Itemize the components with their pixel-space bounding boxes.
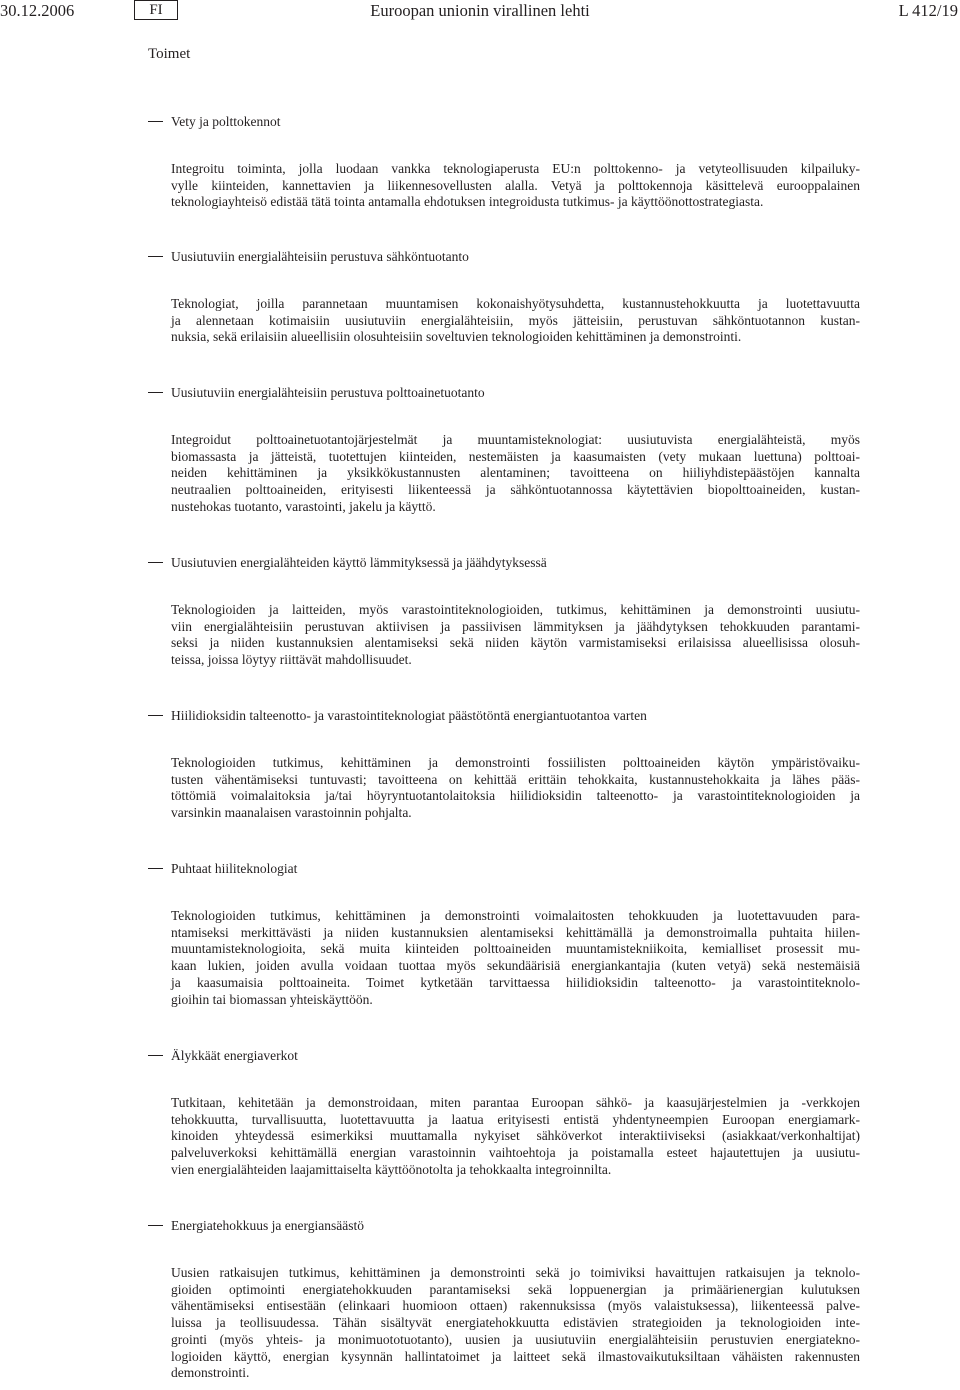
item-heading: Uusiutuviin energialähteisiin perustuva polttoainetuotanto	[148, 385, 485, 401]
dash-icon	[148, 868, 163, 869]
dash-icon	[148, 256, 163, 257]
item-heading: Vety ja polttokennot	[148, 114, 280, 130]
item-paragraph: Teknologiat, joilla parannetaan muuntamisen kokonaishyötysuhdetta, kustannustehokkuutta ja luotettavuutta ja alennetaan kotimaisiin uusiutuviin energialähteisiin, myös jätteisiin, perustuvan sähköntuotannon kustan- nuksia, sekä erilaisiin alueellisiin olosuhteisiin soveltuvien teknologioiden kehittäminen ja demonstrointi.	[171, 296, 860, 345]
section-title: Toimet	[148, 46, 191, 62]
item-paragraph: Teknologioiden tutkimus, kehittäminen ja demonstrointi voimalaitosten tehokkuuden ja luotettavuuden para- ntamiseksi merkittävästi ja niiden kustannuksien alentamiseksi kehittämällä ja demonstroimalla puhtaita hiilen- muuntamisteknologioita, sekä muita kiinteiden polttoaineiden muuntamistekniikoita, kemialliset prosessit mu- kaan lukien, joiden avulla voidaan tuottaa myös sekundäärisiä energiankantajia (kuten vetyä) sekä nestemäisiä ja kaasumaisia polttoaineita. Toimet kytketään tarvittaessa hiilidioksidin talteenotto- ja varastointiteknolo- gioihin tai biomassan yhteiskäyttöön.	[171, 908, 860, 1007]
item-paragraph: Integroitu toiminta, jolla luodaan vankka teknologiaperusta EU:n polttokenno- ja vetyteollisuuden kilpailuky- vylle kiinteiden, kannettavien ja liikennesovellusten alalla. Vetyä ja polttokennoja käsittelevä eurooppalainen teknologiayhteisö edistää tätä tointa antamalla ehdotuksen integroidusta tutkimus- ja käyttöönottostrategiasta.	[171, 161, 860, 210]
dash-icon	[148, 121, 163, 122]
item-heading: Energiatehokkuus ja energiansäästö	[148, 1218, 364, 1234]
item-paragraph: Integroidut polttoainetuotantojärjestelmät ja muuntamisteknologiat: uusiutuvista energialähteistä, myös biomassasta ja jätteistä, tuotettujen kiinteiden, nestemäisten ja kaasumaisten (vety mukaan luettuna) polttoai- neiden kehittäminen ja yksikkökustannusten alentaminen; tavoitteena on hiiliyhdistepäästöjen kannalta neutraalien polttoaineiden, erityisesti liikenteessä ja sähköntuotannossa käytettävien biopolttoaineiden, kustan- nustehokas tuotanto, varastointi, jakelu ja käyttö.	[171, 432, 860, 514]
page-number: L 412/19	[898, 1, 958, 20]
item-paragraph: Teknologioiden tutkimus, kehittäminen ja demonstrointi fossiilisten polttoaineiden käytön ympäristövaiku- tusten vähentämiseksi tuntuvasti; tavoitteena on kehittää erittäin tehokkaita, kustannustehokkaita ja lähes pääs- töttömiä voimalaitoksia ja/tai höyryntuotantolaitoksia hiilidioksidin talteenotto- ja varastointiteknologioiden ja varsinkin maanalaisen varastoinnin pohjalta.	[171, 755, 860, 821]
item-heading: Uusiutuvien energialähteiden käyttö lämmityksessä ja jäähdytyksessä	[148, 555, 547, 571]
dash-icon	[148, 1225, 163, 1226]
item-heading: Uusiutuviin energialähteisiin perustuva sähköntuotanto	[148, 249, 469, 265]
issue-date: 30.12.2006	[0, 1, 75, 20]
item-heading: Puhtaat hiiliteknologiat	[148, 861, 297, 877]
language-badge: FI	[134, 0, 178, 20]
item-paragraph: Teknologioiden ja laitteiden, myös varastointiteknologioiden, tutkimus, kehittäminen ja demonstrointi uusiutu- viin energialähteisiin perustuvan aktiivisen ja passiivisen lämmityksen ja jäähdytyksen tehokkuuden parantami- seksi ja niiden kustannuksien alentamiseksi sekä niiden käytön varmistamiseksi erilaisissa alueellisissa olosuh- teissa, joissa löytyy riittävät mahdollisuudet.	[171, 602, 860, 668]
item-paragraph: Tutkitaan, kehitetään ja demonstroidaan, miten parantaa Euroopan sähkö- ja kaasujärjestelmien ja -verkkojen tehokkuutta, turvallisuutta, luotettavuutta ja laatua erityisesti entistä yhdentyneempien Euroopan energiamark- kinoiden yhteydessä esimerkiksi muuttamalla nykyiset sähköverkot interaktiiviseksi (asiakkaat/verkonhaltijat) palveluverkoksi kehittämällä energian varastoinnin vaihtoehtoja ja poistamalla esteet hajautettujen ja uusiutu- vien energialähteiden laajamittaiselta käyttöönotolta ja tehokkaalta integroinnilta.	[171, 1095, 860, 1177]
dash-icon	[148, 1055, 163, 1056]
dash-icon	[148, 715, 163, 716]
journal-title: Euroopan unionin virallinen lehti	[370, 1, 590, 20]
item-paragraph: Uusien ratkaisujen tutkimus, kehittäminen ja demonstrointi sekä jo toimiviksi havaittujen ratkaisujen ja teknolo- gioiden optimointi energiatehokkuuden parantamiseksi sekä loppuenergian ja primäärienergian kulutuksen vähentämiseksi entisestään (elinkaari huomioon ottaen) rakennuksissa (myös valaistuksessa), liikenteessä palve- luissa ja teollisuudessa. Tähän sisältyvät energiatehokkuutta edistävien strategioiden ja teknologioiden inte- grointi (myös yhteis- ja monimuototuotanto), uusien ja uusiutuviin energialähteisiin perustuvien energiatekno- logioiden käyttö, energian kysynnän hallintatoimet ja laitteet sekä ilmastovaikutuksiltaan vähäisten rakennusten demonstrointi.	[171, 1265, 860, 1381]
item-heading: Älykkäät energiaverkot	[148, 1048, 298, 1064]
page-header	[0, 0, 960, 26]
dash-icon	[148, 562, 163, 563]
item-heading: Hiilidioksidin talteenotto- ja varastointiteknologiat päästötöntä energiantuotantoa varten	[148, 708, 647, 724]
dash-icon	[148, 392, 163, 393]
